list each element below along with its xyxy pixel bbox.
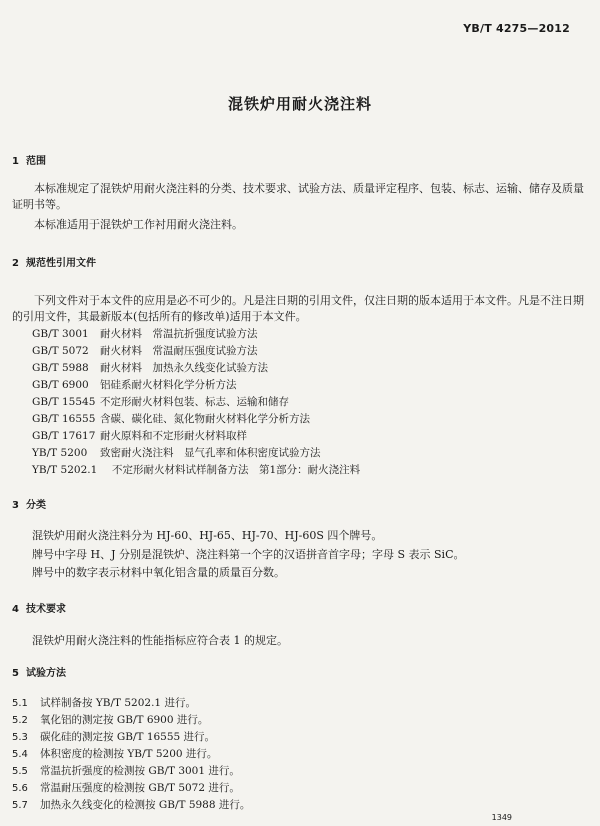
reference-title: 耐火原料和不定形耐火材料取样	[100, 430, 247, 442]
reference-code: YB/T 5202.1	[32, 464, 98, 476]
reference-item	[32, 343, 572, 360]
section-number: 5	[12, 668, 19, 679]
section-number: 3	[12, 500, 19, 511]
clause-text: 试样制备按 YB/T 5202.1 进行。	[40, 697, 196, 709]
clause-number: 5.1	[12, 698, 28, 709]
section-number: 1	[12, 156, 19, 167]
clause-number: 5.7	[12, 800, 28, 811]
reference-title: 耐火材料 加热永久线变化试验方法	[100, 362, 268, 374]
clause-text: 氧化铝的测定按 GB/T 6900 进行。	[40, 714, 209, 726]
reference-item	[32, 445, 572, 462]
reference-item	[32, 428, 572, 445]
clause-text: 常温耐压强度的检测按 GB/T 5072 进行。	[40, 782, 240, 794]
reference-title: 耐火材料 常温耐压强度试验方法	[100, 345, 258, 357]
clause-text: 碳化硅的测定按 GB/T 16555 进行。	[40, 731, 216, 743]
reference-code: GB/T 15545	[32, 396, 96, 408]
section-3-paragraph-3: 牌号中的数字表示材料中氧化铝含量的质量百分数。	[32, 566, 285, 579]
section-3-paragraph-1: 混铁炉用耐火浇注料分为 HJ-60、HJ-65、HJ-70、HJ-60S 四个牌号。	[32, 529, 383, 542]
reference-title: 铝硅系耐火材料化学分析方法	[100, 379, 237, 391]
section-4-heading	[12, 600, 66, 615]
section-5-heading	[12, 664, 66, 679]
test-item	[12, 712, 572, 729]
clause-text: 加热永久线变化的检测按 GB/T 5988 进行。	[40, 799, 251, 811]
reference-item	[32, 394, 572, 411]
section-3-paragraph-2: 牌号中字母 H、J 分别是混铁炉、浇注料第一个字的汉语拼音首字母；字母 S 表示 SiC。	[32, 548, 465, 561]
page-number: 1349	[491, 813, 512, 822]
clause-number: 5.2	[12, 715, 28, 726]
test-item	[12, 695, 572, 712]
clause-number: 5.3	[12, 732, 28, 743]
section-2-intro: 下列文件对于本文件的应用是必不可少的。凡是注日期的引用文件，仅注日期的版本适用于本文件。凡是不注日期的引用文件，其最新版本(包括所有的修改单)适用于本文件。	[12, 294, 584, 323]
clause-text: 常温抗折强度的检测按 GB/T 3001 进行。	[40, 765, 240, 777]
reference-code: GB/T 5988	[32, 362, 89, 374]
document-title: 混铁炉用耐火浇注料	[227, 95, 372, 113]
section-title: 试验方法	[26, 668, 66, 679]
test-methods-list	[12, 695, 572, 814]
reference-item	[32, 326, 572, 343]
test-item	[12, 763, 572, 780]
reference-title: 不定形耐火材料包装、标志、运输和储存	[100, 396, 289, 408]
section-1-paragraph-2: 本标准适用于混铁炉工作衬用耐火浇注料。	[34, 218, 243, 231]
reference-title: 耐火材料 常温抗折强度试验方法	[100, 328, 258, 340]
clause-text: 体积密度的检测按 YB/T 5200 进行。	[40, 748, 218, 760]
section-title: 规范性引用文件	[26, 258, 96, 269]
section-number: 2	[12, 258, 19, 269]
normative-references-list	[32, 326, 572, 479]
reference-code: GB/T 6900	[32, 379, 89, 391]
test-item	[12, 729, 572, 746]
section-2-heading	[12, 254, 96, 269]
test-item	[12, 780, 572, 797]
section-4-paragraph-1: 混铁炉用耐火浇注料的性能指标应符合表 1 的规定。	[32, 634, 288, 647]
reference-item	[32, 462, 572, 479]
standard-number: YB/T 4275—2012	[463, 22, 570, 35]
reference-code: GB/T 16555	[32, 413, 96, 425]
clause-number: 5.5	[12, 766, 28, 777]
reference-title: 含碳、碳化硅、氮化物耐火材料化学分析方法	[100, 413, 310, 425]
reference-title: 不定形耐火材料试样制备方法 第1部分：耐火浇注料	[112, 464, 361, 476]
section-1-paragraph-1: 本标准规定了混铁炉用耐火浇注料的分类、技术要求、试验方法、质量评定程序、包装、标志、运输、储存及质量证明书等。	[12, 182, 584, 211]
reference-item	[32, 360, 572, 377]
section-1-heading	[12, 152, 46, 167]
reference-item	[32, 411, 572, 428]
reference-item	[32, 377, 572, 394]
reference-code: YB/T 5200	[32, 447, 88, 459]
section-title: 技术要求	[26, 604, 66, 615]
reference-code: GB/T 5072	[32, 345, 89, 357]
reference-code: GB/T 17617	[32, 430, 96, 442]
clause-number: 5.6	[12, 783, 28, 794]
reference-title: 致密耐火浇注料 显气孔率和体积密度试验方法	[100, 447, 321, 459]
section-number: 4	[12, 604, 19, 615]
clause-number: 5.4	[12, 749, 28, 760]
section-3-heading	[12, 496, 46, 511]
reference-code: GB/T 3001	[32, 328, 89, 340]
section-title: 范围	[26, 156, 46, 167]
test-item	[12, 746, 572, 763]
section-title: 分类	[26, 500, 46, 511]
test-item	[12, 797, 572, 814]
